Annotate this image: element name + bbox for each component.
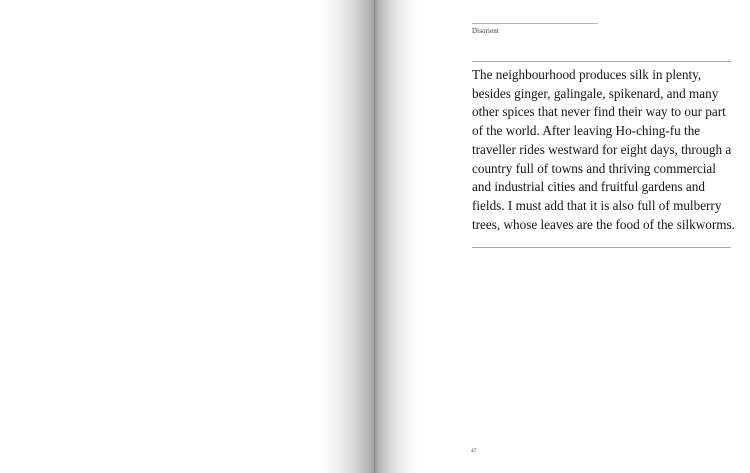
text-line: The neighbourhood produces silk in plenty, [472,67,702,82]
text-line: of the world. After leaving Ho-ching-fu the [472,123,701,139]
text-line: besides ginger, galingale, spikenard, and many [472,85,719,101]
bottom-divider [472,247,731,248]
text-line: trees, whose leaves are the food of the silkworms. [472,216,735,232]
top-divider [472,61,731,62]
text-line: country full of towns and thriving commercial [472,160,716,176]
body-paragraph [472,66,734,234]
running-head: Disorient [472,27,499,35]
running-head-rule [472,23,598,24]
gutter [374,0,375,473]
text-line: other spices that never find their way to our part [472,104,726,120]
text-line: fields. I must add that it is also full of mulberry [472,197,722,213]
text-line: traveller rides westward for eight days, through a [472,141,732,157]
text-line: and industrial cities and fruitful gardens and [472,179,705,195]
page-number: 47 [471,448,477,454]
